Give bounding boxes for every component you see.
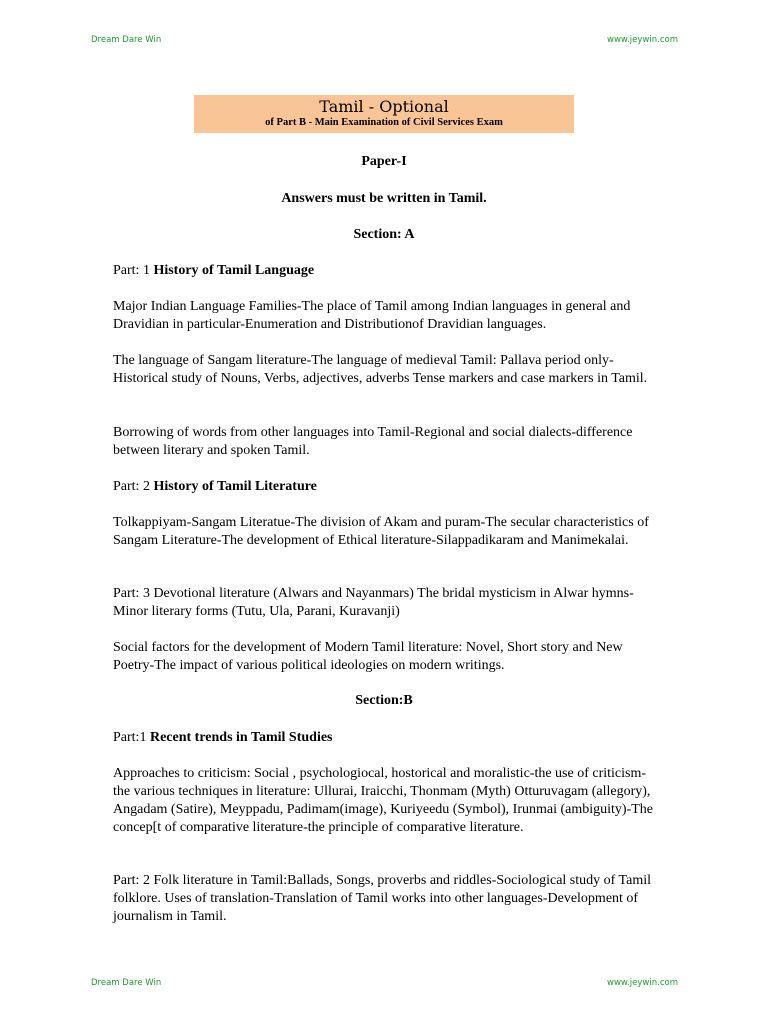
paragraph-2: The language of Sangam literature-The language of medieval Tamil: Pallava period only-Historical study of Nouns, Verbs, adjectives, adverbs Tense markers and case markers in Tamil. (113, 353, 648, 386)
section-a-heading: Section: A (353, 227, 415, 242)
part-b1-prefix: Part:1 (113, 730, 150, 745)
part2-heading (113, 478, 663, 496)
paragraph-8: Part: 2 Folk literature in Tamil:Ballads, Songs, proverbs and riddles-Sociological study of Tamil folklore. Uses of translation-Translation of Tamil works into other languages-Development of journalism in Tamil. (113, 873, 652, 924)
page-footer (91, 978, 678, 988)
title-box (194, 95, 574, 133)
part-b1-heading (113, 729, 663, 747)
part-b1-title: Recent trends in Tamil Studies (149, 730, 333, 745)
instruction: Answers must be written in Tamil. (281, 191, 487, 206)
paper-heading: Paper-I (361, 154, 407, 169)
paragraph-7: Approaches to criticism: Social , psychologiocal, hostorical and moralistic-the use of criticism-the various techniques in literature: Ullurai, Iraicchi, Thonmam (Myth) Otturuvagam (allegory), Angadam (Satire), Meyppadu, Padimam(image), Kuriyeedu (Symbol), Irunmai (ambiguity)-The concep[t of comparative literature-the principle of comparative literature. (113, 766, 654, 835)
paragraph-4: Tolkappiyam-Sangam Literatue-The division of Akam and puram-The secular characteristics of Sangam Literature-The development of Ethical literature-Silappadikaram and Manimekalai. (113, 515, 649, 548)
header-right: www.jeywin.com (607, 35, 678, 45)
section-b-heading: Section:B (355, 693, 413, 708)
page-subtitle: of Part B - Main Examination of Civil Services Exam (265, 117, 503, 128)
paragraph-5: Part: 3 Devotional literature (Alwars and Nayanmars) The bridal mysticism in Alwar hymns-Minor literary forms (Tutu, Ula, Parani, Kuravanji) (113, 586, 634, 619)
header-left: Dream Dare Win (91, 35, 162, 45)
paragraph-3: Borrowing of words from other languages into Tamil-Regional and social dialects-difference between literary and spoken Tamil. (113, 425, 633, 458)
page-title: Tamil - Optional (319, 97, 449, 116)
part1-title: History of Tamil Language (153, 263, 315, 278)
part2-prefix: Part: 2 (113, 479, 154, 494)
paragraph-1: Major Indian Language Families-The place of Tamil among Indian languages in general and Dravidian in particular-Enumeration and Distributionof Dravidian languages. (113, 299, 631, 332)
part2-title: History of Tamil Literature (153, 479, 317, 494)
part1-prefix: Part: 1 (113, 263, 154, 278)
footer-right: www.jeywin.com (607, 978, 678, 988)
part1-heading (113, 262, 663, 280)
footer-left: Dream Dare Win (91, 978, 162, 988)
page-header (91, 35, 678, 45)
paragraph-6: Social factors for the development of Modern Tamil literature: Novel, Short story and New Poetry-The impact of various political ideologies on modern writings. (113, 640, 623, 673)
